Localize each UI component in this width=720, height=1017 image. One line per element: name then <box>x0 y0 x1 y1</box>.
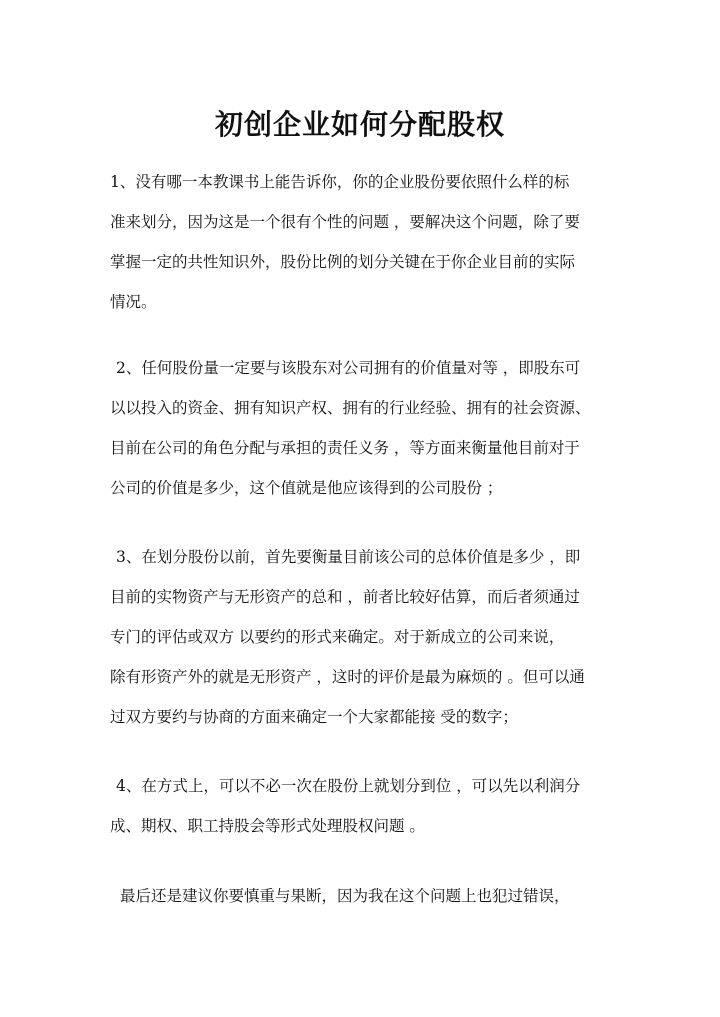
paragraph-line: 专门的评估或双方 以要约的形式来确定。对于新成立的公司来说， <box>110 628 565 646</box>
paragraph-line: 掌握一定的共性知识外，股份比例的划分关键在于你企业目前的实际 <box>110 253 576 271</box>
paragraph-4 <box>110 766 610 846</box>
paragraph-line: 2、任何股份量一定要与该股东对公司拥有的价值量对等 ，即股东可 <box>116 359 581 377</box>
paragraph-line: 成、期权、职工持股会等形式处理股权问题 。 <box>110 817 425 835</box>
paragraph-line: 除有形资产外的就是无形资产 ，这时的评价是最为麻烦的 。但可以通 <box>110 668 585 686</box>
paragraph-line: 目前的实物资产与无形资产的总和 ，前者比较好估算，而后者须通过 <box>110 588 580 606</box>
paragraph-line: 以以投入的资金、拥有知识产权、拥有的行业经验、拥有的社会资源、 <box>110 399 591 417</box>
paragraph-line: 3、在划分股份以前，首先要衡量目前该公司的总体价值是多少 ，即 <box>116 548 581 566</box>
paragraph-line: 情况。 <box>110 293 157 311</box>
paragraph-line: 准来划分，因为这是一个很有个性的问题 ，要解决这个问题，除了要 <box>110 213 580 231</box>
document-title: 初创企业如何分配股权 <box>214 108 505 141</box>
paragraph-5 <box>110 876 610 916</box>
paragraph-3 <box>110 537 610 737</box>
paragraph-1 <box>110 162 610 322</box>
paragraph-line: 最后还是建议你要慎重与果断，因为我在这个问题上也犯过错误， <box>120 887 570 905</box>
paragraph-2 <box>110 348 610 508</box>
paragraph-line: 4、在方式上，可以不必一次在股份上就划分到位 ，可以先以利润分 <box>116 777 581 795</box>
paragraph-line: 1、没有哪一本教课书上能告诉你，你的企业股份要依照什么样的标 <box>110 173 570 191</box>
paragraph-line: 过双方要约与协商的方面来确定一个大家都能接 受的数字； <box>110 708 518 726</box>
paragraph-line: 公司的价值是多少，这个值就是他应该得到的公司股份 ； <box>110 479 503 497</box>
paragraph-line: 目前在公司的角色分配与承担的责任义务 ，等方面来衡量他目前对于 <box>110 439 580 457</box>
